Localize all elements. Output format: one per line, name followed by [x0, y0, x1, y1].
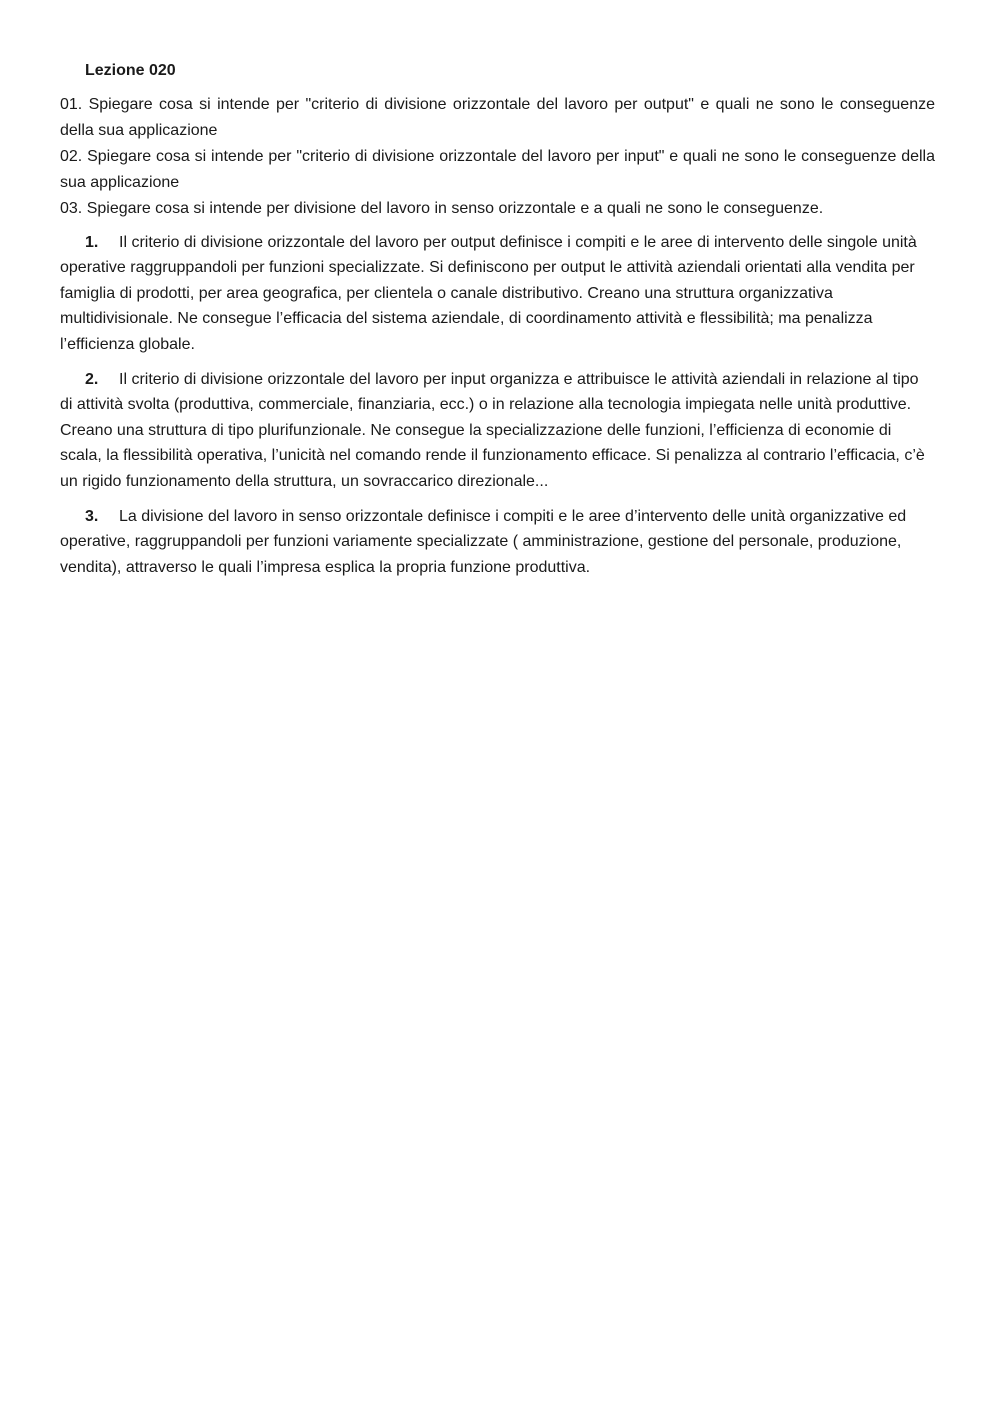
answer-item — [60, 367, 935, 494]
answer-item — [60, 504, 935, 580]
question-item: 03. Spiegare cosa si intende per divisione del lavoro in senso orizzontale e a quali ne sono le conseguenze. — [60, 200, 824, 217]
answer-text: Il criterio di divisione orizzontale del lavoro per input organizza e attribuisce le attività aziendali in relazione al tipo di attività svolta (produttiva, commerciale, finanziaria, ecc.) o in relazione alla tecnologia impiegata nelle unità produttive. Creano una struttura di tipo plurifunzionale. Ne consegue la specializzazione delle funzioni, l’efficienza di economie di scala, la flessibilità operativa, l’unicità nel comando rende il funzionamento efficace. Si penalizza al contrario l’efficacia, c’è un rigido funzionamento della struttura, un sovraccarico direzionale... — [60, 371, 925, 490]
answer-item — [60, 230, 935, 357]
answer-text: La divisione del lavoro in senso orizzontale definisce i compiti e le aree d’intervento delle unità organizzative ed operative, raggruppandoli per funzioni variamente specializzate ( amministrazione, gestione del personale, produzione, vendita), attraverso le quali l’impresa esplica la propria funzione produttiva. — [60, 508, 907, 576]
answer-number: 2. — [85, 371, 99, 389]
question-item: 01. Spiegare cosa si intende per "criterio di divisione orizzontale del lavoro per output" e quali ne sono le conseguenze della sua applicazione — [60, 96, 935, 139]
document-page — [60, 58, 935, 580]
answer-number: 1. — [85, 234, 99, 251]
question-list — [60, 92, 935, 222]
answer-list — [60, 230, 935, 580]
answer-number: 3. — [85, 508, 99, 526]
question-item: 02. Spiegare cosa si intende per "criterio di divisione orizzontale del lavoro per input" e quali ne sono le conseguenze della sua applicazione — [60, 148, 935, 191]
answer-text: Il criterio di divisione orizzontale del lavoro per output definisce i compiti e le aree di intervento delle singole unità operative raggruppandoli per funzioni specializzate. Si definiscono per output le attività aziendali orientati alla vendita per famiglia di prodotti, per area geografica, per clientela o canale distributivo. Creano una struttura organizzativa multidivisionale. Ne consegue l’efficacia del sistema aziendale, di coordinamento attività e flessibilità; ma penalizza l’efficienza globale. — [60, 234, 917, 353]
lesson-title: Lezione 020 — [85, 62, 176, 79]
